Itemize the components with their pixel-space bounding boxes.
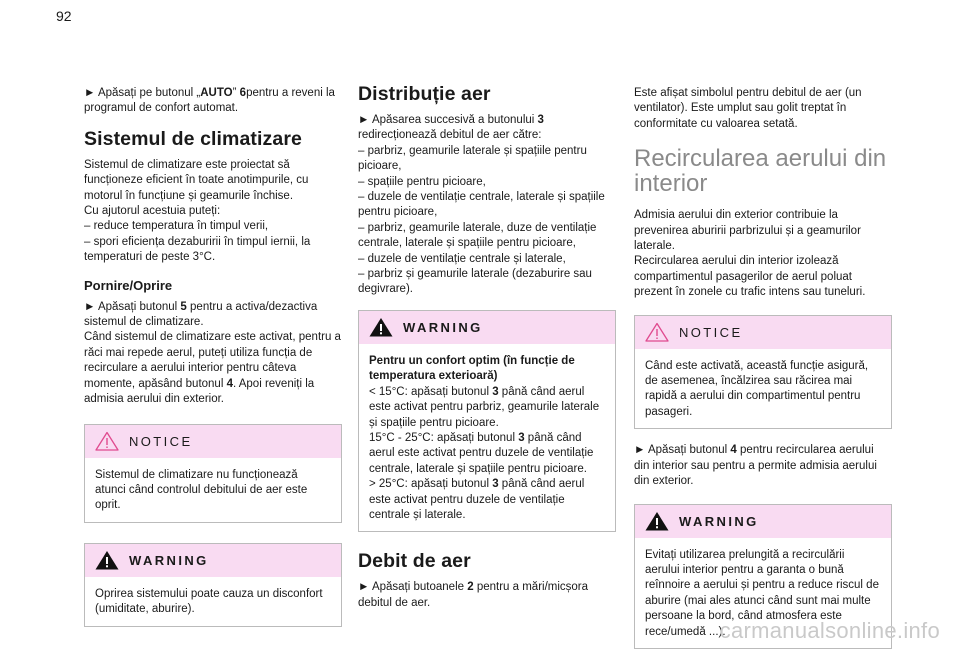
notice-box <box>634 315 892 430</box>
para-intake: Admisia aerului din exterior contribuie la prevenirea aburirii parbrizului și a geamurilor laterale. <box>634 209 861 253</box>
distribution-list <box>358 144 616 298</box>
warning-icon <box>369 317 393 337</box>
warning-box <box>84 543 342 627</box>
para-activate: ► Apăsați butonul 5 pentru a activa/dezactiva sistemul de climatizare. <box>84 300 318 329</box>
para-climatizare: Sistemul de climatizare este proiectat să funcționeze eficient în toate anotimpurile, cu motorul în funcțiune și geamurile închise. Cu ajutorul acestuia puteți: – reduce temperatura în timpul verii, – spori eficiența dezaburirii în timpul iernii, la temperaturi de peste 3°C. <box>84 158 311 264</box>
para-airflow: ► Apăsați butoanele 2 pentru a mări/micșora debitul de aer. <box>358 581 589 609</box>
warning-label: WARNING <box>679 513 759 529</box>
list-item: – parbriz, geamurile laterale, duze de ventilație centrale, laterale și spațiile pentru picioare, <box>358 221 597 250</box>
warning-box-comfort <box>358 310 616 532</box>
notice-box <box>84 424 342 523</box>
warning-comfort-line: 15°C - 25°C: apăsați butonul 3 până când aerul este activat pentru duzele de ventilație centrale, laterale și spațiile pentru picioare. <box>369 431 594 475</box>
notice-header <box>635 316 891 349</box>
warning-label: WARNING <box>403 319 483 335</box>
watermark-text: carmanualsonline.info <box>719 618 940 643</box>
warning-comfort-body <box>359 344 615 531</box>
para-button-4: ► Apăsați butonul 4 pentru recircularea aerului din interior sau pentru a permite admisia aerului din exterior. <box>634 444 877 488</box>
warning-icon <box>645 511 669 531</box>
column-middle <box>358 83 616 611</box>
heading-climatizare: Sistemul de climatizare <box>84 127 302 150</box>
warning-header <box>635 505 891 538</box>
para-recirc-isolation: Recircularea aerului din interior izolează compartimentul pasagerilor de aerul poluat prezent în zonele cu trafic intens sau tuneluri. <box>634 255 866 299</box>
warning-header <box>85 544 341 577</box>
column-right <box>634 86 892 649</box>
warning-text: Evitați utilizarea prelungită a recirculării aerului interior pentru a garanta o bună reînnoire a aerului și pentru a reduce riscul de aburire (mai ales atunci când sunt mai multe persoane la bord, când atmosfera este rece/umedă ...). <box>645 548 879 638</box>
notice-icon <box>95 431 119 451</box>
warning-comfort-line: > 25°C: apăsați butonul 3 până când aerul este activat pentru duzele de ventilație centrale și laterale. <box>369 478 585 521</box>
page-number: 92 <box>56 8 72 24</box>
notice-text: Sistemul de climatizare nu funcționează atunci când controlul debitului de aer este oprit. <box>95 468 308 512</box>
subheading-pornire-oprire: Pornire/Oprire <box>84 277 173 293</box>
para-recirculation: Când sistemul de climatizare este activat, pentru a răci mai repede aerul, puteți utiliza funcția de recirculare a aerului interior pentru câteva momente, apăsând butonul 4. Apoi reveniți la admisia aerului din exterior. <box>84 331 341 406</box>
notice-text: Când este activată, această funcție asigură, de asemenea, încălzirea sau răcirea mai rapidă a aerului din compartimentul pentru pasageri. <box>645 359 869 418</box>
warning-label: WARNING <box>129 552 209 568</box>
column-left <box>84 86 342 627</box>
warning-comfort-title: Pentru un confort optim (în funcție de temperatura exterioară) <box>369 354 575 383</box>
notice-icon <box>645 322 669 342</box>
warning-comfort-line: < 15°C: apăsați butonul 3 până când aerul este activat pentru parbriz, geamurile laterale și spațiile pentru picioare. <box>369 385 600 429</box>
list-item: – duzele de ventilație centrale și laterale, <box>358 252 566 265</box>
heading-debit-aer: Debit de aer <box>358 550 471 573</box>
notice-label: NOTICE <box>129 433 193 449</box>
notice-label: NOTICE <box>679 324 743 340</box>
intro-paragraph: ► Apăsați pe butonul „AUTO” 6pentru a reveni la programul de confort automat. <box>84 87 335 115</box>
para-distribution: ► Apăsarea succesivă a butonului 3 redirecționează debitul de aer către: <box>358 114 544 142</box>
warning-icon <box>95 550 119 570</box>
heading-distributie-aer: Distribuție aer <box>358 83 491 105</box>
list-item: – parbriz și geamurile laterale (dezaburire sau degivrare). <box>358 268 592 296</box>
notice-header <box>85 425 341 458</box>
list-item: – parbriz, geamurile laterale și spațiile pentru picioare, <box>358 144 587 173</box>
warning-text: Oprirea sistemului poate cauza un disconfort (umiditate, aburire). <box>95 587 323 616</box>
warning-header <box>359 311 615 344</box>
heading-recirculare: Recircularea aerului din interior <box>634 145 887 198</box>
list-item: – duzele de ventilație centrale, laterale și spațiile pentru picioare, <box>358 191 605 219</box>
para-fan-symbol: Este afișat simbolul pentru debitul de aer (un ventilator). Este umplut sau golit treptat în conformitate cu valoarea setată. <box>634 87 862 130</box>
list-item: – spațiile pentru picioare, <box>358 175 486 188</box>
